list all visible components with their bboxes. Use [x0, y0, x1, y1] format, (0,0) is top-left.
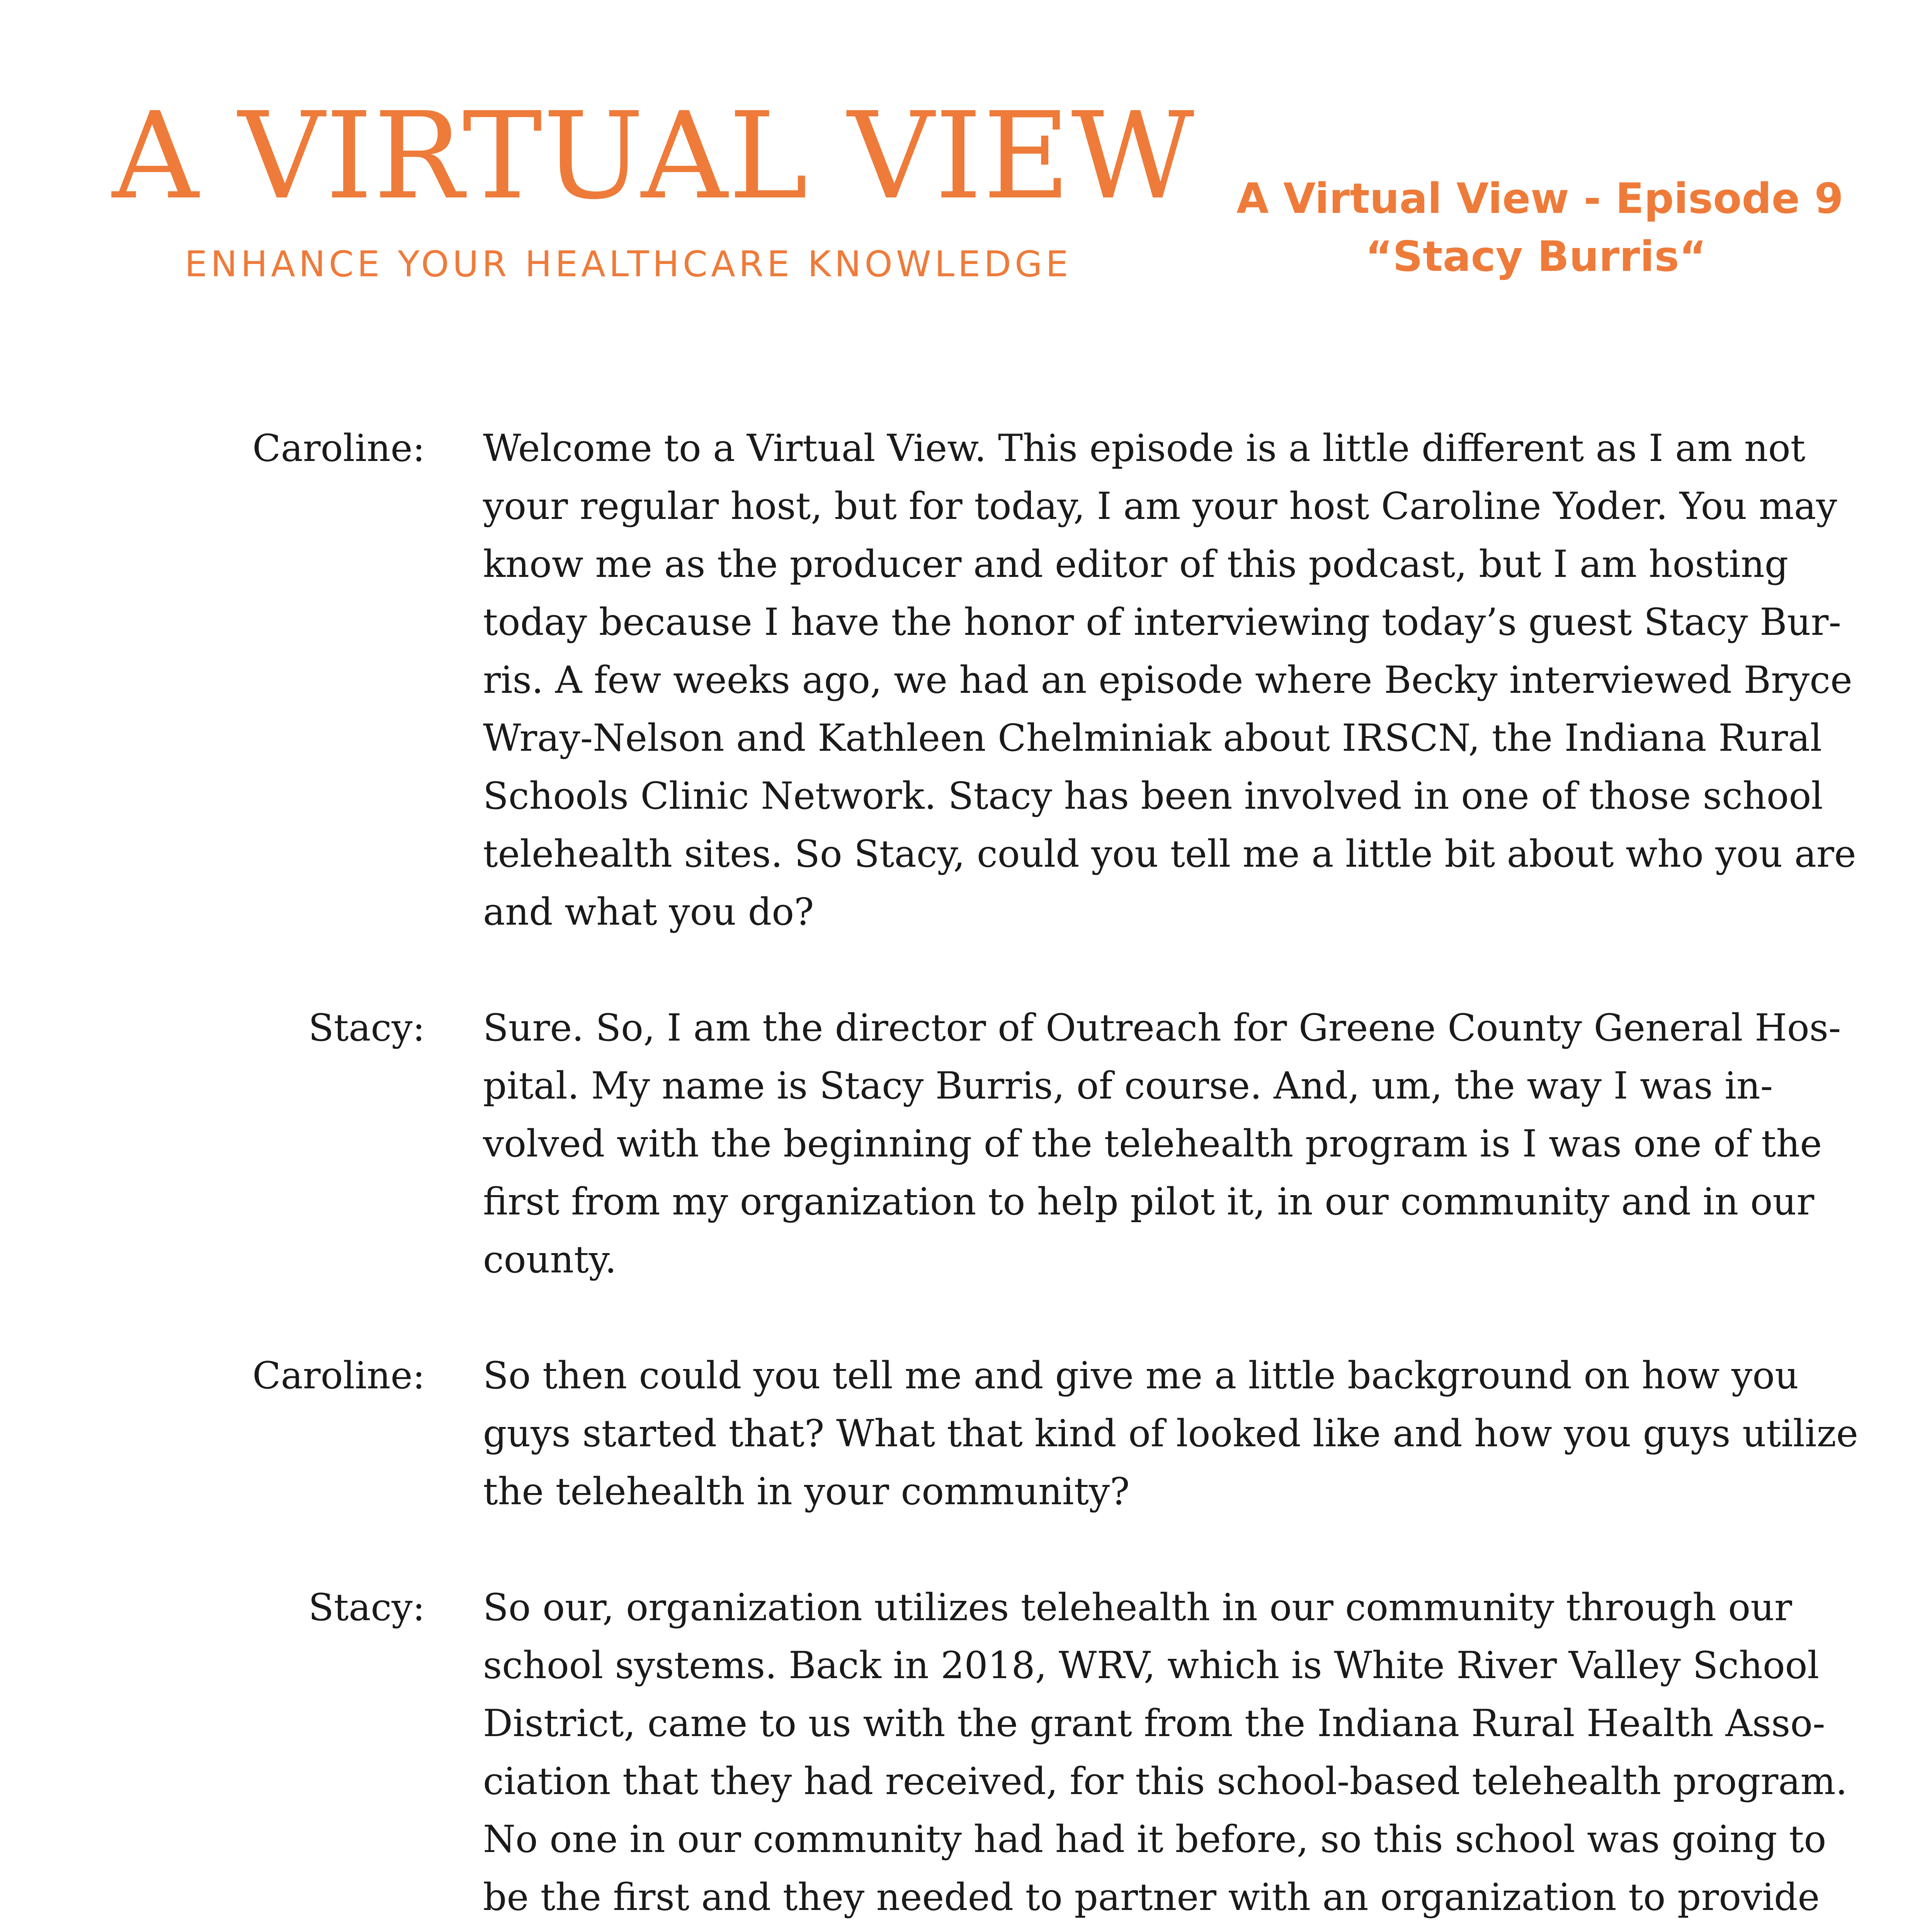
- speech-line: District, came to us with the grant from the Indiana Rural Health Asso-: [483, 1702, 1825, 1745]
- episode-guest: “Stacy Burris“: [1365, 233, 1707, 281]
- transcript-turn: [0, 999, 1932, 1289]
- speech-line: know me as the producer and editor of this podcast, but I am hosting: [483, 543, 1789, 586]
- speech-line: first from my organization to help pilot it, in our community and in our: [483, 1180, 1815, 1223]
- speech-line: Wray-Nelson and Kathleen Chelminiak about IRSCN, the Indiana Rural: [483, 716, 1822, 760]
- speech-line: today because I have the honor of interviewing today’s guest Stacy Bur-: [483, 600, 1841, 644]
- speech-line: ciation that they had received, for this school-based telehealth program.: [483, 1760, 1847, 1803]
- speech-line: Sure. So, I am the director of Outreach for Greene County General Hos-: [483, 1006, 1841, 1049]
- transcript-turn: [0, 419, 1932, 941]
- speech-line: telehealth sites. So Stacy, could you tell me a little bit about who you are: [483, 832, 1856, 876]
- speech-line: your regular host, but for today, I am your host Caroline Yoder. You may: [483, 485, 1837, 528]
- page-tagline: ENHANCE YOUR HEALTHCARE KNOWLEDGE: [185, 243, 1072, 285]
- speech-text: [483, 999, 1841, 1289]
- speech-line: be the first and they needed to partner with an organization to provide: [483, 1876, 1820, 1919]
- episode-info: [1236, 170, 1844, 286]
- speech-line: pital. My name is Stacy Burris, of course. And, um, the way I was in-: [483, 1064, 1773, 1107]
- speech-line: ris. A few weeks ago, we had an episode where Becky interviewed Bryce: [483, 658, 1852, 702]
- speech-line: guys started that? What that kind of looked like and how you guys utilize: [483, 1412, 1858, 1455]
- speech-line: and what you do?: [483, 890, 814, 934]
- speech-line: So our, organization utilizes telehealth in our community through our: [483, 1586, 1792, 1629]
- speech-line: So then could you tell me and give me a little background on how you: [483, 1354, 1799, 1397]
- speaker-label: Stacy:: [308, 1586, 425, 1629]
- speech-line: the telehealth in your community?: [483, 1470, 1130, 1513]
- speaker-label: Stacy:: [308, 1006, 425, 1049]
- speech-text: [483, 419, 1856, 941]
- transcript-turn: [0, 1578, 1932, 1932]
- episode-number: A Virtual View - Episode 9: [1236, 175, 1844, 223]
- speaker-label: Caroline:: [252, 427, 425, 470]
- speech-text: [483, 1578, 1847, 1932]
- transcript-turn: [0, 1347, 1932, 1520]
- speech-line: volved with the beginning of the telehealth program is I was one of the: [483, 1122, 1822, 1165]
- transcript: [0, 419, 1932, 1932]
- speaker-label: Caroline:: [252, 1354, 425, 1397]
- speech-line: [483, 1926, 1797, 1932]
- speech-line: county.: [483, 1238, 617, 1281]
- speech-text: [483, 1347, 1858, 1520]
- speech-line: Schools Clinic Network. Stacy has been involved in one of those school: [483, 774, 1823, 818]
- page-title: A VIRTUAL VIEW: [112, 87, 1195, 226]
- speech-line: No one in our community had had it before, so this school was going to: [483, 1818, 1827, 1861]
- speech-line: school systems. Back in 2018, WRV, which is White River Valley School: [483, 1644, 1820, 1687]
- speech-line: Welcome to a Virtual View. This episode is a little different as I am not: [483, 427, 1806, 470]
